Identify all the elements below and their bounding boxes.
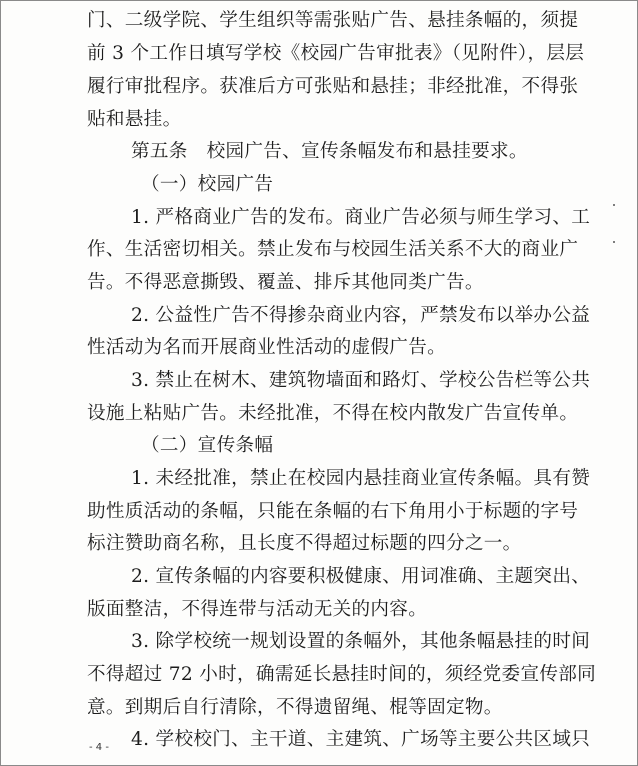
paragraph-line: 告。不得恶意撕毁、覆盖、排斥其他同类广告。 bbox=[87, 272, 484, 293]
scan-speck bbox=[613, 204, 615, 206]
scan-speck bbox=[613, 241, 615, 243]
paragraph-line: 4. 学校校门、主干道、主建筑、广场等主要公共区域只 bbox=[131, 729, 591, 750]
paragraph-line: 设施上粘贴广告。未经批准，不得在校内散发广告宣传单。 bbox=[87, 403, 579, 424]
paragraph-line: 意。到期后自行清除，不得遗留绳、棍等固定物。 bbox=[87, 697, 503, 718]
paragraph-line: 3. 禁止在树木、建筑物墙面和路灯、学校公告栏等公共 bbox=[131, 370, 591, 391]
paragraph-line: 贴和悬挂。 bbox=[87, 109, 182, 130]
article-heading: 第五条 校园广告、宣传条幅发布和悬挂要求。 bbox=[131, 141, 528, 162]
paragraph-line: 1. 严格商业广告的发布。商业广告必须与师生学习、工 bbox=[131, 207, 591, 228]
page-number: - 4 - bbox=[89, 742, 109, 753]
paragraph-line: 门、二级学院、学生组织等需张贴广告、悬挂条幅的，须提 bbox=[87, 10, 579, 31]
paragraph-line: 3. 除学校统一规划设置的条幅外，其他条幅悬挂的时间 bbox=[131, 631, 591, 652]
paragraph-line: 标注赞助商名称，且长度不得超过标题的四分之一。 bbox=[87, 533, 522, 554]
paragraph-line: 前 3 个工作日填写学校《校园广告审批表》（见附件），层层 bbox=[87, 43, 585, 64]
paragraph-line: 2. 公益性广告不得掺杂商业内容，严禁发布以举办公益 bbox=[131, 305, 591, 326]
paragraph-line: 版面整洁，不得连带与活动无关的内容。 bbox=[87, 599, 428, 620]
paragraph-line: 履行审批程序。获准后方可张贴和悬挂；非经批准，不得张 bbox=[87, 76, 579, 97]
paragraph-line: 2. 宣传条幅的内容要积极健康、用词准确、主题突出、 bbox=[131, 566, 591, 587]
paragraph-line: 1. 未经批准，禁止在校园内悬挂商业宣传条幅。具有赞 bbox=[131, 468, 591, 489]
paragraph-line: 作、生活密切相关。禁止发布与校园生活关系不大的商业广 bbox=[87, 239, 579, 260]
paragraph-line: 性活动为名而开展商业性活动的虚假广告。 bbox=[87, 337, 446, 358]
paragraph-line: 助性质活动的条幅，只能在条幅的右下角用小于标题的字号 bbox=[87, 501, 579, 522]
section-heading: （二）宣传条幅 bbox=[141, 435, 274, 456]
section-heading: （一）校园广告 bbox=[141, 174, 274, 195]
paragraph-line: 不得超过 72 小时，确需延长悬挂时间的，须经党委宣传部同 bbox=[87, 664, 597, 685]
